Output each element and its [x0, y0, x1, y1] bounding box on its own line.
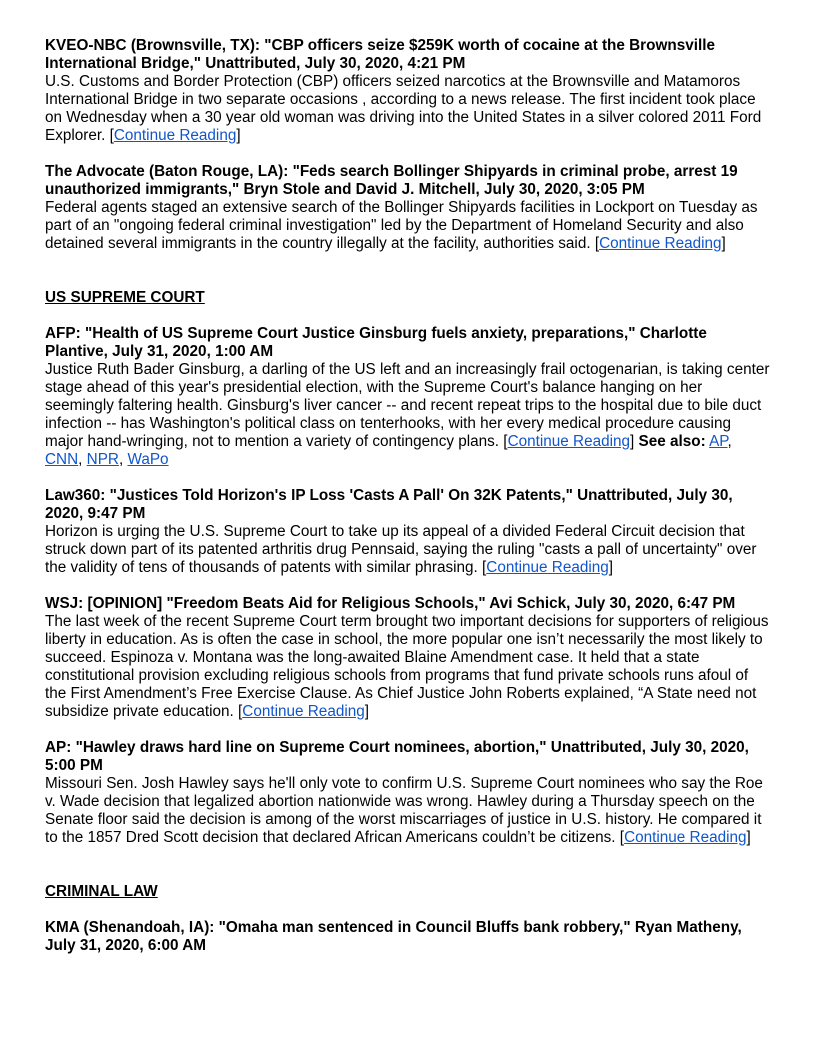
article-text: Justice Ruth Bader Ginsburg, a darling of the US left and an increasingly frail octogenarian, is taking center stage ahead of this year's presidential election, with the Supreme Court's balance hanging on her seemingly faltering health. Ginsburg's liver cancer -- and recent repeat trips to the hospital due to bile duct infection -- has Washington's political class on tenterhooks, with her every medical procedure causing major hand-wringing, not to mention a variety of contingency plans. — [45, 361, 770, 450]
article-kveo — [45, 37, 773, 145]
article-advocate — [45, 163, 773, 253]
article-headline: AFP: "Health of US Supreme Court Justice Ginsburg fuels anxiety, preparations," Charlotte Plantive, July 31, 2020, 1:00 AM — [45, 325, 707, 360]
continue-reading-link[interactable]: Continue Reading — [624, 829, 747, 846]
article-text: Missouri Sen. Josh Hawley says he'll only vote to confirm U.S. Supreme Court nominees who say the Roe v. Wade decision that legalized abortion nationwide was wrong. Hawley during a Thursday speech on the Senate floor said the decision is among of the worst miscarriages of justice in U.S. history. He compared it to the 1857 Dred Scott decision that declared African Americans couldn’t be citizens. — [45, 775, 763, 846]
continue-reading-link[interactable]: Continue Reading — [242, 703, 365, 720]
article-text: Horizon is urging the U.S. Supreme Court to take up its appeal of a divided Federal Circuit decision that struck down part of its patented arthritis drug Pennsaid, saying the ruling "casts a pall of uncertainty" over the validity of tens of thousands of patents with similar phrasing. — [45, 523, 757, 576]
continue-reading-link[interactable]: Continue Reading — [113, 127, 237, 144]
continue-reading-link[interactable]: Continue Reading — [486, 559, 609, 576]
article-headline: AP: "Hawley draws hard line on Supreme Court nominees, abortion," Unattributed, July 30, 2020, 5:00 PM — [45, 739, 749, 774]
article-text: U.S. Customs and Border Protection (CBP) officers seized narcotics at the Brownsville and Matamoros International Bridge in two separate occasions , according to a news release. The first incident took place on Wednesday when a 30 year old woman was driving into the United States in a silver colored 2011 Ford Explorer. — [45, 73, 762, 144]
article-law360 — [45, 487, 773, 577]
article-body: The last week of the recent Supreme Court term brought two important decisions for supporters of religious liberty in education. As is often the case in school, the more popular one isn’t necessarily the most likely to succeed. Espinoza v. Montana was the long-awaited Blaine Amendment case. It held that a state constitutional provision excluding religious schools from programs that fund private schools runs afoul of the First Amendment’s Free Exercise Clause. As Chief Justice John Roberts explained, “A State need not subsidize private education. [Continue Reading] — [45, 613, 769, 720]
article-body: Justice Ruth Bader Ginsburg, a darling of the US left and an increasingly frail octogenarian, is taking center stage ahead of this year's presidential election, with the Supreme Court's balance hanging on her seemingly faltering health. Ginsburg's liver cancer -- and recent repeat trips to the hospital due to bile duct infection -- has Washington's political class on tenterhooks, with her every medical procedure causing major hand-wringing, not to mention a variety of contingency plans. [Continue Reading] See also: AP, CNN, NPR, WaPo — [45, 361, 770, 468]
see-also-label: See also: — [638, 433, 706, 450]
article-headline: The Advocate (Baton Rouge, LA): "Feds search Bollinger Shipyards in criminal probe, arrest 19 unauthorized immigrants," Bryn Stole and David J. Mitchell, July 30, 2020, 3:05 PM — [45, 163, 738, 198]
see-also-link-npr[interactable]: NPR — [86, 451, 119, 468]
section-title-criminal-law: CRIMINAL LAW — [45, 883, 158, 900]
article-headline: Law360: "Justices Told Horizon's IP Loss 'Casts A Pall' On 32K Patents," Unattributed, July 30, 2020, 9:47 PM — [45, 487, 733, 522]
see-also-link-ap[interactable]: AP — [709, 433, 728, 450]
article-headline: KVEO-NBC (Brownsville, TX): "CBP officers seize $259K worth of cocaine at the Brownsville International Bridge," Unattributed, July 30, 2020, 4:21 PM — [45, 37, 715, 72]
article-text: Federal agents staged an extensive search of the Bollinger Shipyards facilities in Lockport on Tuesday as part of an "ongoing federal criminal investigation" led by the Department of Homeland Security and also detained several immigrants in the country illegally at the facility, authorities said. — [45, 199, 758, 252]
document-page — [45, 37, 773, 973]
article-body: Missouri Sen. Josh Hawley says he'll only vote to confirm U.S. Supreme Court nominees who say the Roe v. Wade decision that legalized abortion nationwide was wrong. Hawley during a Thursday speech on the Senate floor said the decision is among of the worst miscarriages of justice in U.S. history. He compared it to the 1857 Dred Scott decision that declared African Americans couldn’t be citizens. [Continue Reading] — [45, 775, 763, 846]
article-wsj — [45, 595, 773, 721]
article-afp — [45, 325, 773, 469]
article-body: U.S. Customs and Border Protection (CBP) officers seized narcotics at the Brownsville and Matamoros International Bridge in two separate occasions , according to a news release. The first incident took place on Wednesday when a 30 year old woman was driving into the United States in a silver colored 2011 Ford Explorer. [Continue Reading] — [45, 73, 762, 144]
see-also-link-cnn[interactable]: CNN — [45, 451, 79, 468]
article-headline: WSJ: [OPINION] "Freedom Beats Aid for Religious Schools," Avi Schick, July 30, 2020, 6:47 PM — [45, 595, 736, 612]
article-body: Federal agents staged an extensive search of the Bollinger Shipyards facilities in Lockport on Tuesday as part of an "ongoing federal criminal investigation" led by the Department of Homeland Security and also detained several immigrants in the country illegally at the facility, authorities said. [Continue Reading] — [45, 199, 758, 252]
see-also-link-wapo[interactable]: WaPo — [127, 451, 169, 468]
article-body: Horizon is urging the U.S. Supreme Court to take up its appeal of a divided Federal Circuit decision that struck down part of its patented arthritis drug Pennsaid, saying the ruling "casts a pall of uncertainty" over the validity of tens of thousands of patents with similar phrasing. [Continue Reading] — [45, 523, 757, 576]
continue-reading-link[interactable]: Continue Reading — [599, 235, 722, 252]
article-headline: KMA (Shenandoah, IA): "Omaha man sentenced in Council Bluffs bank robbery," Ryan Matheny, July 31, 2020, 6:00 AM — [45, 919, 742, 954]
article-kma — [45, 919, 773, 955]
continue-reading-link[interactable]: Continue Reading — [507, 433, 631, 450]
article-ap — [45, 739, 773, 847]
article-text: The last week of the recent Supreme Court term brought two important decisions for supporters of religious liberty in education. As is often the case in school, the more popular one isn’t necessarily the most likely to succeed. Espinoza v. Montana was the long-awaited Blaine Amendment case. It held that a state constitutional provision excluding religious schools from programs that fund private schools runs afoul of the First Amendment’s Free Exercise Clause. As Chief Justice John Roberts explained, “A State need not subsidize private education. — [45, 613, 769, 720]
section-title-supreme-court: US SUPREME COURT — [45, 289, 205, 306]
